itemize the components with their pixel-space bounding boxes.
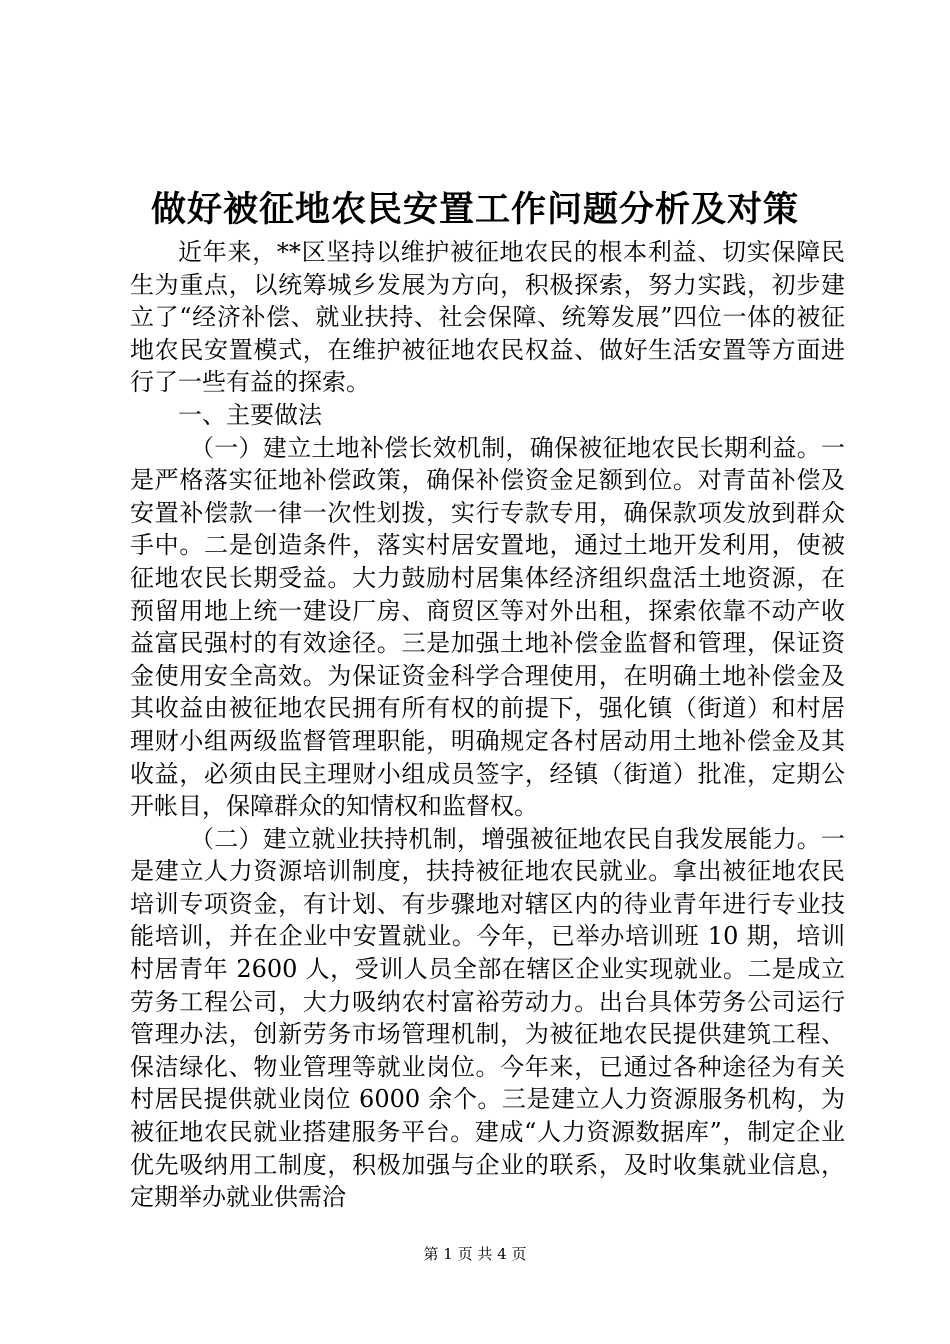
document-body — [130, 236, 845, 1214]
document-title: 做好被征地农民安置工作问题分析及对策 — [150, 189, 799, 230]
intro-paragraph: 近年来，**区坚持以维护被征地农民的根本利益、切实保障民生为重点，以统筹城乡发展为方向，积极探索，努力实践，初步建立了“经济补偿、就业扶持、社会保障、统筹发展”四位一体的被征地农民安置模式，在维护被征地农民权益、做好生活安置等方面进行了一些有益的探索。 — [130, 238, 845, 397]
section-heading: 一、主要做法 — [178, 400, 322, 429]
body-paragraph: （二）建立就业扶持机制，增强被征地农民自我发展能力。一是建立人力资源培训制度，扶持被征地农民就业。拿出被征地农民培训专项资金，有计划、有步骤地对辖区内的待业青年进行专业技能培训，并在企业中安置就业。今年，已举办培训班 10 期，培训村居青年 2600 人，受训人员全部在辖区企业实现就业。二是成立劳务工程公司，大力吸纳农村富裕劳动力。出台具体劳务公司运行管理办法，创新劳务市场管理机制，为被征地农民提供建筑工程、保洁绿化、物业管理等就业岗位。今年来，已通过各种途径为有关村居民提供就业岗位 6000 余个。三是建立人力资源服务机构，为被征地农民就业搭建服务平台。建成“人力资源数据库”，制定企业优先吸纳用工制度，积极加强与企业的联系，及时收集就业信息，定期举办就业供需洽 — [130, 824, 845, 1212]
body-paragraph: （一）建立土地补偿长效机制，确保被征地农民长期利益。一是严格落实征地补偿政策，确保补偿资金足额到位。对青苗补偿及安置补偿款一律一次性划拨，实行专款专用，确保款项发放到群众手中。二是创造条件，落实村居安置地，通过土地开发利用，使被征地农民长期受益。大力鼓励村居集体经济组织盘活土地资源，在预留用地上统一建设厂房、商贸区等对外出租，探索依靠不动产收益富民强村的有效途径。三是加强土地补偿金监督和管理，保证资金使用安全高效。为保证资金科学合理使用，在明确土地补偿金及其收益由被征地农民拥有所有权的前提下，强化镇（街道）和村居理财小组两级监督管理职能，明确规定各村居动用土地补偿金及其收益，必须由民主理财小组成员签字，经镇（街道）批准，定期公开帐目，保障群众的知情权和监督权。 — [130, 433, 845, 821]
page-number: 第 1 页 共 4 页 — [423, 1245, 527, 1263]
